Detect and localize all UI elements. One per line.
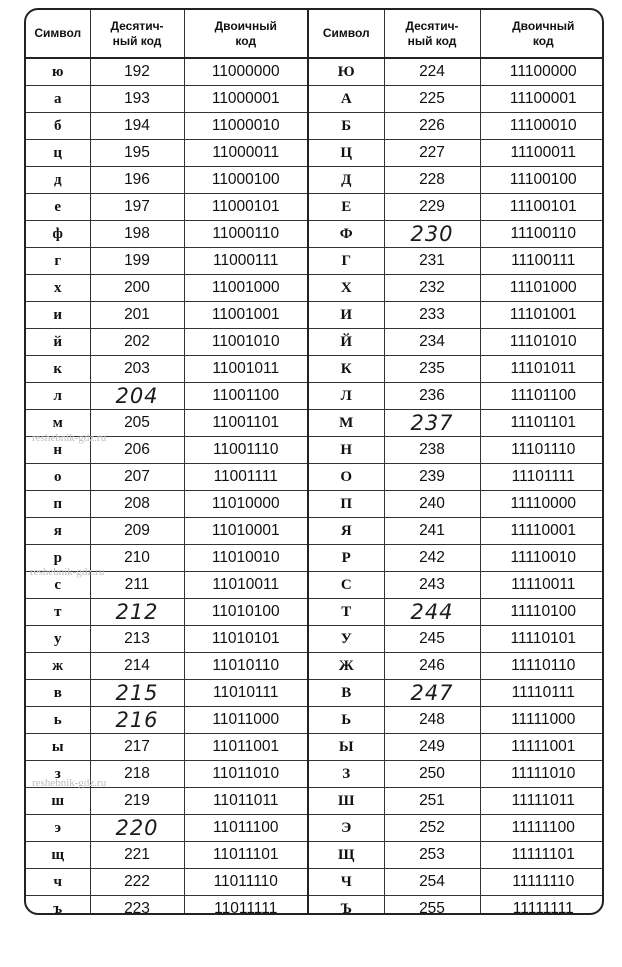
symbol-lower-cell: р <box>26 545 90 572</box>
decimal-code-cell: 207 <box>90 464 184 491</box>
symbol-lower-cell: о <box>26 464 90 491</box>
binary-code-cell: 11001110 <box>184 437 308 464</box>
symbol-lower-cell: г <box>26 248 90 275</box>
decimal-code-cell: 254 <box>384 869 480 896</box>
header-binary-line2: код <box>532 33 554 48</box>
decimal-code-cell: 210 <box>90 545 184 572</box>
header-binary-line1: Двоичный <box>214 18 277 33</box>
symbol-lower-cell: т <box>26 599 90 626</box>
binary-code-cell: 11100111 <box>480 248 604 275</box>
binary-code-cell: 11111100 <box>480 815 604 842</box>
binary-code-cell: 11110101 <box>480 626 604 653</box>
header-decimal-line1: Десятич- <box>110 18 164 33</box>
binary-code-cell: 11011011 <box>184 788 308 815</box>
binary-code-cell: 11010101 <box>184 626 308 653</box>
symbol-lower-cell: п <box>26 491 90 518</box>
binary-code-cell: 11010111 <box>184 680 308 707</box>
symbol-lower-cell: ж <box>26 653 90 680</box>
binary-code-cell: 11001001 <box>184 302 308 329</box>
decimal-code-cell: 202 <box>90 329 184 356</box>
table-row <box>26 626 604 653</box>
binary-code-cell: 11111010 <box>480 761 604 788</box>
header-binary-left <box>184 10 308 58</box>
symbol-upper-cell: З <box>308 761 384 788</box>
table-row <box>26 761 604 788</box>
table-row <box>26 329 604 356</box>
symbol-lower-cell: э <box>26 815 90 842</box>
symbol-upper-cell: Д <box>308 167 384 194</box>
binary-code-cell: 11110100 <box>480 599 604 626</box>
symbol-lower-cell: и <box>26 302 90 329</box>
table-row <box>26 815 604 842</box>
table-row <box>26 356 604 383</box>
binary-code-cell: 11101001 <box>480 302 604 329</box>
binary-code-cell: 11110000 <box>480 491 604 518</box>
decimal-code-cell: 231 <box>384 248 480 275</box>
symbol-upper-cell: Ь <box>308 707 384 734</box>
header-binary-right <box>480 10 604 58</box>
watermark: reshebnik-gdz.ru <box>32 777 107 789</box>
binary-code-cell: 11110001 <box>480 518 604 545</box>
symbol-upper-cell: Ф <box>308 221 384 248</box>
binary-code-cell: 11101100 <box>480 383 604 410</box>
decimal-code-cell: 244 <box>384 599 480 626</box>
symbol-lower-cell: з <box>26 761 90 788</box>
symbol-lower-cell: м <box>26 410 90 437</box>
binary-code-cell: 11110110 <box>480 653 604 680</box>
koi8-code-table <box>26 10 604 915</box>
decimal-code-cell: 193 <box>90 86 184 113</box>
symbol-lower-cell: ч <box>26 869 90 896</box>
table-row <box>26 572 604 599</box>
symbol-upper-cell: Б <box>308 113 384 140</box>
binary-code-cell: 11001000 <box>184 275 308 302</box>
symbol-upper-cell: К <box>308 356 384 383</box>
binary-code-cell: 11000001 <box>184 86 308 113</box>
decimal-code-cell: 203 <box>90 356 184 383</box>
table-row <box>26 896 604 916</box>
decimal-code-cell: 204 <box>90 383 184 410</box>
decimal-code-cell: 213 <box>90 626 184 653</box>
binary-code-cell: 11010010 <box>184 545 308 572</box>
binary-code-cell: 11000111 <box>184 248 308 275</box>
symbol-upper-cell: У <box>308 626 384 653</box>
symbol-lower-cell: б <box>26 113 90 140</box>
watermark: reshebnik-gdz.ru <box>30 566 105 578</box>
decimal-code-cell: 235 <box>384 356 480 383</box>
table-row <box>26 221 604 248</box>
symbol-lower-cell: е <box>26 194 90 221</box>
binary-code-cell: 11000011 <box>184 140 308 167</box>
binary-code-cell: 11000101 <box>184 194 308 221</box>
symbol-upper-cell: И <box>308 302 384 329</box>
symbol-lower-cell: ю <box>26 58 90 86</box>
decimal-code-cell: 230 <box>384 221 480 248</box>
symbol-upper-cell: П <box>308 491 384 518</box>
symbol-upper-cell: Щ <box>308 842 384 869</box>
decimal-code-cell: 199 <box>90 248 184 275</box>
table-row <box>26 248 604 275</box>
symbol-lower-cell: я <box>26 518 90 545</box>
binary-code-cell: 11010100 <box>184 599 308 626</box>
decimal-code-cell: 238 <box>384 437 480 464</box>
decimal-code-cell: 242 <box>384 545 480 572</box>
decimal-code-cell: 192 <box>90 58 184 86</box>
decimal-code-cell: 237 <box>384 410 480 437</box>
decimal-code-cell: 197 <box>90 194 184 221</box>
binary-code-cell: 11001011 <box>184 356 308 383</box>
header-decimal-line2: ный код <box>407 33 457 48</box>
header-decimal-right <box>384 10 480 58</box>
decimal-code-cell: 217 <box>90 734 184 761</box>
decimal-code-cell: 225 <box>384 86 480 113</box>
symbol-upper-cell: Н <box>308 437 384 464</box>
symbol-upper-cell: Э <box>308 815 384 842</box>
decimal-code-cell: 246 <box>384 653 480 680</box>
decimal-code-cell: 223 <box>90 896 184 916</box>
decimal-code-cell: 228 <box>384 167 480 194</box>
symbol-upper-cell: Т <box>308 599 384 626</box>
table-row <box>26 734 604 761</box>
table-row <box>26 383 604 410</box>
decimal-code-cell: 206 <box>90 437 184 464</box>
table-row <box>26 842 604 869</box>
table-row <box>26 275 604 302</box>
table-row <box>26 599 604 626</box>
binary-code-cell: 11111111 <box>480 896 604 916</box>
decimal-code-cell: 198 <box>90 221 184 248</box>
binary-code-cell: 11100101 <box>480 194 604 221</box>
table-row <box>26 869 604 896</box>
decimal-code-cell: 250 <box>384 761 480 788</box>
binary-code-cell: 11000100 <box>184 167 308 194</box>
table-row <box>26 58 604 86</box>
symbol-upper-cell: Ю <box>308 58 384 86</box>
decimal-code-cell: 251 <box>384 788 480 815</box>
binary-code-cell: 11111101 <box>480 842 604 869</box>
table-row <box>26 302 604 329</box>
decimal-code-cell: 214 <box>90 653 184 680</box>
decimal-code-cell: 248 <box>384 707 480 734</box>
decimal-code-cell: 196 <box>90 167 184 194</box>
symbol-lower-cell: а <box>26 86 90 113</box>
binary-code-cell: 11101000 <box>480 275 604 302</box>
decimal-code-cell: 245 <box>384 626 480 653</box>
table-row <box>26 86 604 113</box>
decimal-code-cell: 220 <box>90 815 184 842</box>
binary-code-cell: 11011000 <box>184 707 308 734</box>
decimal-code-cell: 240 <box>384 491 480 518</box>
decimal-code-cell: 253 <box>384 842 480 869</box>
symbol-upper-cell: Е <box>308 194 384 221</box>
binary-code-cell: 11000000 <box>184 58 308 86</box>
decimal-code-cell: 219 <box>90 788 184 815</box>
symbol-upper-cell: Р <box>308 545 384 572</box>
symbol-upper-cell: М <box>308 410 384 437</box>
binary-code-cell: 11100011 <box>480 140 604 167</box>
decimal-code-cell: 221 <box>90 842 184 869</box>
header-row <box>26 10 604 58</box>
binary-code-cell: 11001101 <box>184 410 308 437</box>
table-row <box>26 113 604 140</box>
decimal-code-cell: 233 <box>384 302 480 329</box>
symbol-lower-cell: щ <box>26 842 90 869</box>
decimal-code-cell: 222 <box>90 869 184 896</box>
symbol-upper-cell: Х <box>308 275 384 302</box>
table-row <box>26 194 604 221</box>
binary-code-cell: 11111110 <box>480 869 604 896</box>
symbol-upper-cell: Л <box>308 383 384 410</box>
binary-code-cell: 11101101 <box>480 410 604 437</box>
table-row <box>26 653 604 680</box>
symbol-lower-cell: д <box>26 167 90 194</box>
binary-code-cell: 11001100 <box>184 383 308 410</box>
table-row <box>26 788 604 815</box>
binary-code-cell: 11011100 <box>184 815 308 842</box>
symbol-lower-cell: у <box>26 626 90 653</box>
binary-code-cell: 11000110 <box>184 221 308 248</box>
binary-code-cell: 11111001 <box>480 734 604 761</box>
symbol-lower-cell: в <box>26 680 90 707</box>
binary-code-cell: 11111000 <box>480 707 604 734</box>
symbol-lower-cell: ь <box>26 707 90 734</box>
table-row <box>26 410 604 437</box>
symbol-upper-cell: Ж <box>308 653 384 680</box>
binary-code-cell: 11011001 <box>184 734 308 761</box>
binary-code-cell: 11001010 <box>184 329 308 356</box>
binary-code-cell: 11110011 <box>480 572 604 599</box>
binary-code-cell: 11001111 <box>184 464 308 491</box>
header-symbol-right: Символ <box>308 10 384 58</box>
decimal-code-cell: 252 <box>384 815 480 842</box>
symbol-lower-cell: ъ <box>26 896 90 916</box>
binary-code-cell: 11100010 <box>480 113 604 140</box>
decimal-code-cell: 224 <box>384 58 480 86</box>
symbol-lower-cell: н <box>26 437 90 464</box>
header-decimal-line1: Десятич- <box>405 18 459 33</box>
binary-code-cell: 11101111 <box>480 464 604 491</box>
symbol-upper-cell: С <box>308 572 384 599</box>
decimal-code-cell: 226 <box>384 113 480 140</box>
table-row <box>26 167 604 194</box>
header-decimal-line2: ный код <box>112 33 162 48</box>
decimal-code-cell: 205 <box>90 410 184 437</box>
symbol-lower-cell: ц <box>26 140 90 167</box>
decimal-code-cell: 234 <box>384 329 480 356</box>
symbol-upper-cell: Г <box>308 248 384 275</box>
binary-code-cell: 11110010 <box>480 545 604 572</box>
symbol-upper-cell: Ъ <box>308 896 384 916</box>
symbol-upper-cell: Ц <box>308 140 384 167</box>
binary-code-cell: 11101010 <box>480 329 604 356</box>
binary-code-cell: 11011010 <box>184 761 308 788</box>
decimal-code-cell: 215 <box>90 680 184 707</box>
decimal-code-cell: 227 <box>384 140 480 167</box>
binary-code-cell: 11111011 <box>480 788 604 815</box>
symbol-lower-cell: х <box>26 275 90 302</box>
binary-code-cell: 11110111 <box>480 680 604 707</box>
symbol-lower-cell: ш <box>26 788 90 815</box>
decimal-code-cell: 247 <box>384 680 480 707</box>
decimal-code-cell: 209 <box>90 518 184 545</box>
decimal-code-cell: 216 <box>90 707 184 734</box>
decimal-code-cell: 255 <box>384 896 480 916</box>
decimal-code-cell: 212 <box>90 599 184 626</box>
binary-code-cell: 11101011 <box>480 356 604 383</box>
binary-code-cell: 11000010 <box>184 113 308 140</box>
binary-code-cell: 11011110 <box>184 869 308 896</box>
binary-code-cell: 11100001 <box>480 86 604 113</box>
decimal-code-cell: 218 <box>90 761 184 788</box>
symbol-upper-cell: Ы <box>308 734 384 761</box>
decimal-code-cell: 232 <box>384 275 480 302</box>
symbol-lower-cell: л <box>26 383 90 410</box>
decimal-code-cell: 236 <box>384 383 480 410</box>
decimal-code-cell: 194 <box>90 113 184 140</box>
symbol-upper-cell: А <box>308 86 384 113</box>
symbol-upper-cell: О <box>308 464 384 491</box>
decimal-code-cell: 229 <box>384 194 480 221</box>
symbol-upper-cell: Ч <box>308 869 384 896</box>
binary-code-cell: 11010011 <box>184 572 308 599</box>
header-binary-line1: Двоичный <box>512 18 575 33</box>
decimal-code-cell: 200 <box>90 275 184 302</box>
symbol-upper-cell: Ш <box>308 788 384 815</box>
binary-code-cell: 11100000 <box>480 58 604 86</box>
header-symbol-left: Символ <box>26 10 90 58</box>
decimal-code-cell: 208 <box>90 491 184 518</box>
table-row <box>26 140 604 167</box>
table-row <box>26 680 604 707</box>
table-row <box>26 464 604 491</box>
symbol-lower-cell: к <box>26 356 90 383</box>
binary-code-cell: 11011101 <box>184 842 308 869</box>
table-row <box>26 518 604 545</box>
decimal-code-cell: 241 <box>384 518 480 545</box>
symbol-upper-cell: Й <box>308 329 384 356</box>
table-body <box>26 58 604 915</box>
binary-code-cell: 11010001 <box>184 518 308 545</box>
decimal-code-cell: 243 <box>384 572 480 599</box>
table-row <box>26 491 604 518</box>
header-binary-line2: код <box>235 33 257 48</box>
table-row <box>26 545 604 572</box>
watermark: reshebnik-gdz.ru <box>32 432 107 444</box>
decimal-code-cell: 211 <box>90 572 184 599</box>
binary-code-cell: 11010110 <box>184 653 308 680</box>
decimal-code-cell: 195 <box>90 140 184 167</box>
decimal-code-cell: 239 <box>384 464 480 491</box>
decimal-code-cell: 201 <box>90 302 184 329</box>
symbol-lower-cell: й <box>26 329 90 356</box>
symbol-lower-cell: ф <box>26 221 90 248</box>
symbol-upper-cell: Я <box>308 518 384 545</box>
symbol-lower-cell: с <box>26 572 90 599</box>
header-decimal-left <box>90 10 184 58</box>
code-table-frame <box>24 8 604 915</box>
decimal-code-cell: 249 <box>384 734 480 761</box>
table-row <box>26 707 604 734</box>
symbol-lower-cell: ы <box>26 734 90 761</box>
binary-code-cell: 11011111 <box>184 896 308 916</box>
table-row <box>26 437 604 464</box>
binary-code-cell: 11100110 <box>480 221 604 248</box>
binary-code-cell: 11101110 <box>480 437 604 464</box>
symbol-upper-cell: В <box>308 680 384 707</box>
binary-code-cell: 11100100 <box>480 167 604 194</box>
binary-code-cell: 11010000 <box>184 491 308 518</box>
